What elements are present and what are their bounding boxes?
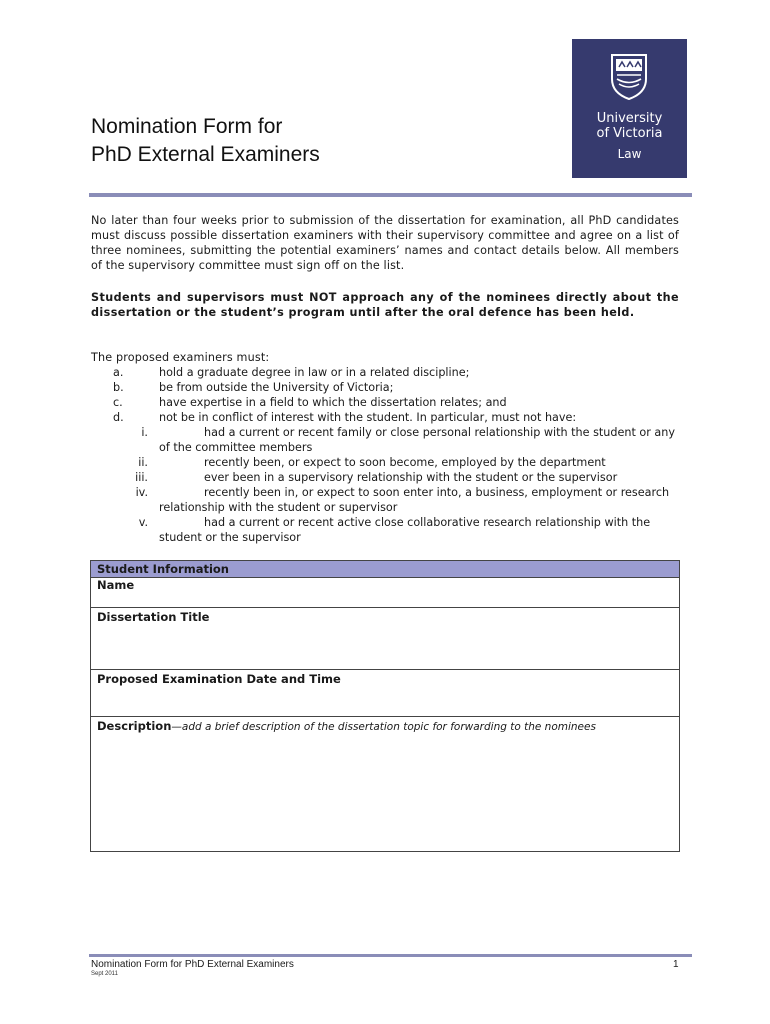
- list-text: have expertise in a field to which the dissertation relates; and: [159, 396, 507, 409]
- sub-list-text: had a current or recent active close collaborative research relationship with the student or the supervisor: [159, 516, 651, 544]
- sub-list-text: recently been in, or expect to soon enter into, a business, employment or research relationship with the student or supervisor: [159, 486, 670, 514]
- crest-icon: [610, 53, 648, 101]
- intro-paragraph: No later than four weeks prior to submission of the dissertation for examination, all PhD candidates must discuss possible dissertation examiners with their supervisory committee and agree on a list of three nominees, submitting the potential examiners’ names and contact details below. All members of the supervisory committee must sign off on the list.: [91, 214, 679, 272]
- description-hint: —add a brief description of the dissertation topic for forwarding to the nominees: [171, 721, 596, 733]
- criteria-intro: The proposed examiners must:: [91, 351, 270, 364]
- sub-list-marker: i.: [141, 426, 148, 439]
- exam-date-label: Proposed Examination Date and Time: [97, 672, 341, 686]
- footer-text: Nomination Form for PhD External Examiners: [91, 959, 294, 970]
- list-item: [91, 395, 681, 410]
- list-marker: a.: [113, 366, 124, 379]
- title-line-1: Nomination Form for: [91, 115, 283, 138]
- name-label: Name: [97, 578, 135, 592]
- list-marker: b.: [113, 381, 124, 394]
- description-label: Description: [97, 719, 172, 733]
- page-title: [91, 113, 491, 169]
- title-line-2: PhD External Examiners: [91, 143, 320, 166]
- sub-list-marker: iv.: [135, 486, 148, 499]
- footer-divider: [89, 954, 692, 957]
- sub-list-item: [91, 455, 681, 470]
- sub-list-text: ever been in a supervisory relationship with the student or the supervisor: [204, 471, 618, 484]
- sub-list-marker: v.: [138, 516, 148, 529]
- footer-date: Sept 2011: [91, 971, 118, 977]
- sub-list-marker: ii.: [138, 456, 148, 469]
- sub-list-item: [91, 425, 681, 455]
- description-field[interactable]: [91, 717, 679, 735]
- logo-line-2: of Victoria: [596, 126, 663, 141]
- header-divider: [89, 193, 692, 197]
- page-number: 1: [673, 959, 679, 970]
- sub-list-item: [91, 485, 681, 515]
- sub-list-item: [91, 470, 681, 485]
- list-text: not be in conflict of interest with the student. In particular, must not have:: [159, 411, 577, 424]
- list-text: hold a graduate degree in law or in a related discipline;: [159, 366, 470, 379]
- list-item: [91, 380, 681, 395]
- dissertation-title-label: Dissertation Title: [97, 610, 210, 624]
- list-text: be from outside the University of Victoria;: [159, 381, 394, 394]
- list-item: [91, 365, 681, 380]
- student-info-table: [90, 560, 680, 852]
- university-logo: [572, 39, 687, 178]
- sub-list-text: recently been, or expect to soon become, employed by the department: [204, 456, 606, 469]
- logo-line-3: Law: [617, 147, 642, 161]
- list-marker: c.: [113, 396, 123, 409]
- sub-list-text: had a current or recent family or close personal relationship with the student or any of the committee members: [159, 426, 675, 454]
- logo-line-1: University: [596, 111, 663, 126]
- list-item: [91, 410, 681, 425]
- name-field[interactable]: [91, 578, 679, 608]
- warning-paragraph: Students and supervisors must NOT approach any of the nominees directly about the dissertation or the student’s program until after the oral defence has been held.: [91, 291, 679, 319]
- dissertation-title-field[interactable]: [91, 608, 679, 670]
- logo-wordmark: [572, 111, 687, 141]
- list-marker: d.: [113, 411, 124, 424]
- sub-list-item: [91, 515, 681, 545]
- exam-date-field[interactable]: [91, 670, 679, 717]
- criteria-list: [91, 365, 681, 545]
- sub-list-marker: iii.: [135, 471, 148, 484]
- table-header: Student Information: [91, 561, 679, 578]
